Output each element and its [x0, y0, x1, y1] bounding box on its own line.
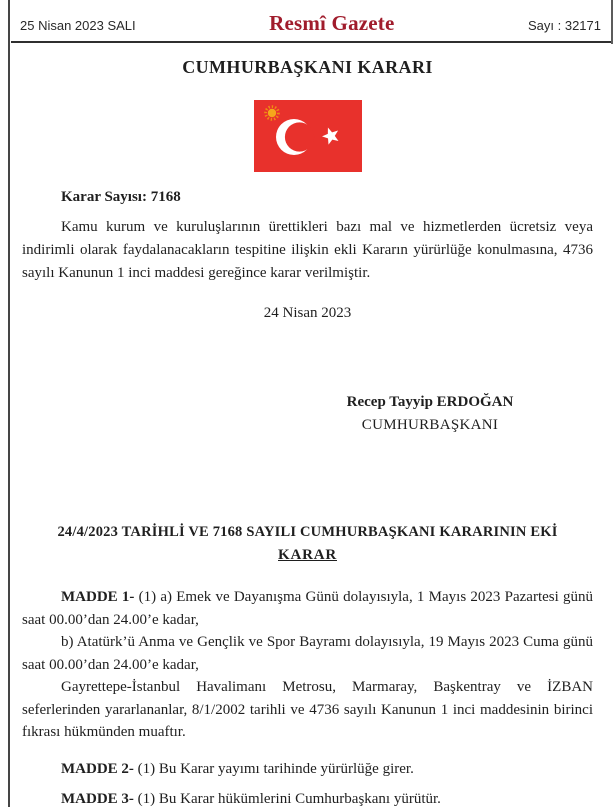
issue-number: Sayı : 32171	[527, 18, 601, 33]
annex-section	[22, 434, 593, 811]
article-text: Gayrettepe-İstanbul Havalimanı Metrosu, Marmaray, Başkentray ve İZBAN seferlerinden yararlananlar, 8/1/2002 tarihli ve 4736 sayılı Kanunun 1 inci maddesinin birinci fıkrası hükmünden muaftır.	[22, 679, 593, 740]
turkish-presidential-flag	[254, 100, 362, 172]
article-madde-3	[22, 788, 593, 811]
article-madde-2	[22, 758, 593, 781]
article-madde-1	[22, 586, 593, 631]
article-madde-1-exemption	[22, 676, 593, 744]
annex-subtitle	[22, 544, 593, 567]
decision-heading: CUMHURBAŞKANI KARARI	[182, 57, 433, 77]
article-text: (1) Bu Karar hükümlerini Cumhurbaşkanı yürütür.	[133, 791, 441, 807]
decision-text: Kamu kurum ve kuruluşlarının ürettikleri bazı mal ve hizmetlerden ücretsiz veya indirimli olarak faydalanacakların tespitine ilişkin ekli Kararın yürürlüğe konulmasına, 4736 sayılı Kanunun 1 inci maddesi gereğince karar verilmiştir.	[22, 219, 593, 281]
page-right-edge-line	[611, 0, 613, 44]
masthead	[0, 0, 615, 36]
article-label: MADDE 3-	[61, 791, 134, 807]
decision-date: 24 Nisan 2023	[263, 305, 352, 321]
gazette-title: Resmî Gazete	[269, 11, 395, 35]
signature-block	[315, 394, 545, 434]
publication-date: 25 Nisan 2023 SALI	[20, 18, 136, 33]
signature-name: Recep Tayyip ERDOĞAN	[346, 394, 514, 410]
annex-subtitle-text: KARAR	[278, 547, 337, 563]
article-label: MADDE 2-	[61, 760, 134, 777]
masthead-divider	[11, 41, 612, 43]
article-label: MADDE 1-	[61, 589, 135, 605]
flag-container	[0, 100, 615, 172]
annex-title: 24/4/2023 TARİHLİ VE 7168 SAYILI CUMHURBAŞKANI KARARININ EKİ	[57, 524, 558, 540]
article-text: (1) a) Emek ve Dayanışma Günü dolayısıyla, 1 Mayıs 2023 Pazartesi günü saat 00.00’dan 24.00’e kadar,	[22, 589, 594, 628]
page-left-edge-line	[8, 0, 10, 807]
decision-number: Karar Sayısı: 7168	[61, 189, 181, 205]
article-text: (1) Bu Karar yayımı tarihinde yürürlüğe girer.	[133, 760, 414, 777]
article-madde-1b	[22, 631, 593, 676]
article-text: b) Atatürk’ü Anma ve Gençlik ve Spor Bayramı dolayısıyla, 19 Mayıs 2023 Cuma günü saat 00.00’dan 24.00’e kadar,	[22, 634, 593, 673]
signature-title: CUMHURBAŞKANI	[361, 417, 499, 433]
decision-body-section	[0, 189, 615, 811]
